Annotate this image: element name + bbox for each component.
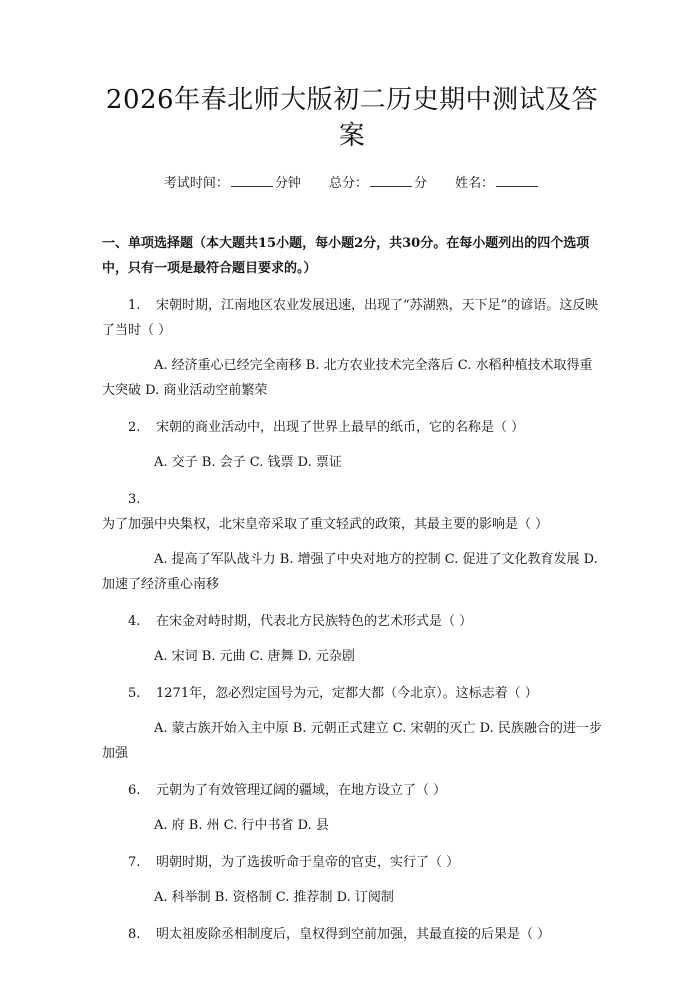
name-label: 姓名： [455, 176, 495, 191]
question-number: 4. [128, 614, 141, 629]
question-number: 5. [128, 686, 141, 701]
time-blank [231, 172, 273, 187]
question-number: 3. [128, 492, 141, 507]
exam-title: 2026年春北师大版初二历史期中测试及答案 [105, 85, 599, 151]
question-number: 1. [128, 298, 141, 313]
time-field [164, 172, 301, 194]
question-3 [102, 487, 602, 597]
section-heading: 一、单项选择题（本大题共15小题，每小题2分，共30分。在每小题列出的四个选项中，只有一项是最符合题目要求的。） [102, 236, 590, 276]
question-stem [102, 609, 602, 634]
question-1 [102, 293, 602, 403]
exam-page [0, 82, 700, 987]
question-text: 为了加强中央集权，北宋皇帝采取了重文轻武的政策，其最主要的影响是（ ） [102, 517, 549, 532]
question-text: 在宋金对峙时期，代表北方民族特色的艺术形式是（ ） [156, 614, 473, 629]
time-unit: 分钟 [274, 176, 301, 191]
question-stem [102, 922, 602, 947]
question-options: A. 蒙古族开始入主中原 B. 元朝正式建立 C. 宋朝的灭亡 D. 民族融合的进一步加强 [102, 721, 602, 761]
question-6 [102, 778, 602, 838]
question-8 [102, 922, 602, 947]
question-number: 6. [128, 783, 141, 798]
question-5 [102, 681, 602, 766]
question-number: 2. [128, 420, 141, 435]
question-stem [102, 778, 602, 803]
question-stem [102, 850, 602, 875]
question-text: 宋朝时期，江南地区农业发展迅速，出现了“苏湖熟，天下足”的谚语。这反映了当时（ ） [102, 298, 599, 338]
question-options: A. 宋词 B. 元曲 C. 唐舞 D. 元杂剧 [154, 649, 355, 664]
question-options: A. 交子 B. 会子 C. 钱票 D. 票证 [154, 455, 342, 470]
question-stem [102, 293, 602, 343]
question-2 [102, 415, 602, 475]
question-number: 7. [128, 855, 141, 870]
question-text: 明朝时期，为了选拔听命于皇帝的官吏，实行了（ ） [156, 855, 460, 870]
question-options: A. 经济重心已经完全南移 B. 北方农业技术完全落后 C. 水稻种植技术取得重大突破 D. 商业活动空前繁荣 [102, 358, 593, 398]
score-blank [370, 172, 412, 187]
question-options: A. 提高了军队战斗力 B. 增强了中央对地方的控制 C. 促进了文化教育发展 D. 加速了经济重心南移 [102, 552, 598, 592]
question-text: 1271年，忽必烈定国号为元，定都大都（今北京）。这标志着（ ） [156, 686, 538, 701]
question-7 [102, 850, 602, 910]
question-number: 8. [128, 927, 141, 942]
score-field [329, 172, 427, 194]
question-stem [102, 487, 602, 537]
question-text: 宋朝的商业活动中，出现了世界上最早的纸币，它的名称是（ ） [156, 420, 525, 435]
question-options: A. 科举制 B. 资格制 C. 推荐制 D. 订阅制 [154, 890, 394, 905]
time-label: 考试时间： [163, 176, 229, 191]
question-4 [102, 609, 602, 669]
question-stem [102, 681, 602, 706]
score-unit: 分 [414, 176, 428, 191]
name-field [455, 172, 540, 194]
question-options: A. 府 B. 州 C. 行中书省 D. 县 [154, 818, 329, 833]
question-text: 元朝为了有效管理辽阔的疆域，在地方设立了（ ） [156, 783, 447, 798]
question-text: 明太祖废除丞相制度后，皇权得到空前加强，其最直接的后果是（ ） [156, 927, 551, 942]
name-blank [496, 172, 538, 187]
exam-meta [102, 172, 602, 194]
score-label: 总分： [328, 176, 368, 191]
question-stem [102, 415, 602, 440]
